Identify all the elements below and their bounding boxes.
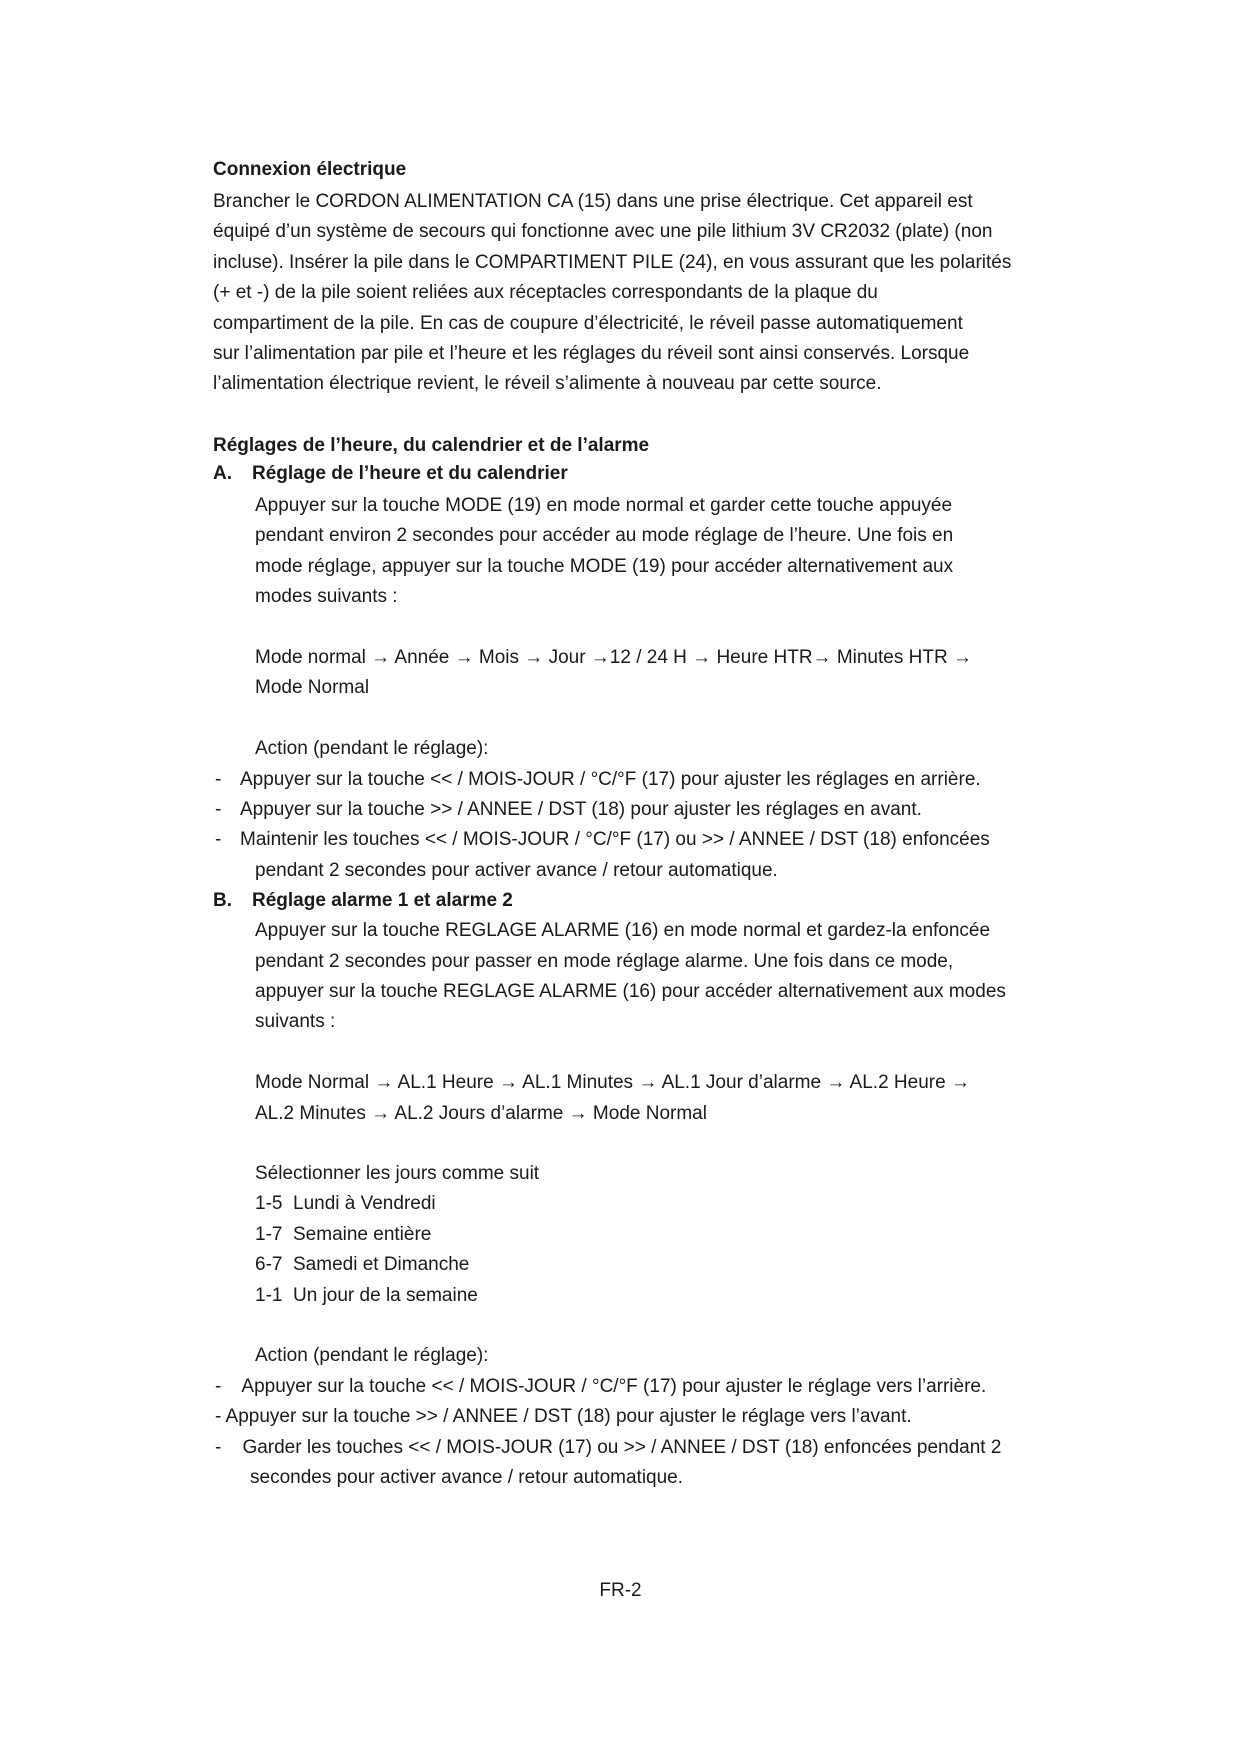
- bullet-item: Maintenir les touches << / MOIS-JOUR / °C/°F (17) ou >> / ANNEE / DST (18) enfoncées: [240, 829, 990, 850]
- paragraph-line: Appuyer sur la touche REGLAGE ALARME (16) en mode normal et gardez-la enfoncée: [255, 920, 991, 941]
- day-option: [255, 1253, 469, 1277]
- bullet-item: Appuyer sur la touche << / MOIS-JOUR / °C/°F (17) pour ajuster les réglages en arrière.: [240, 769, 981, 790]
- subsection-marker-b: B.: [213, 890, 232, 911]
- subsection-title-a: Réglage de l’heure et du calendrier: [252, 463, 568, 484]
- paragraph-line: mode réglage, appuyer sur la touche MODE (19) pour accéder alternativement aux: [255, 556, 954, 577]
- paragraph-line: suivants :: [255, 1011, 336, 1032]
- bullet-item: - Appuyer sur la touche << / MOIS-JOUR / °C/°F (17) pour ajuster le réglage vers l’arrière.: [215, 1376, 987, 1397]
- day-label: Lundi à Vendredi: [293, 1193, 436, 1214]
- subsection-title-b: Réglage alarme 1 et alarme 2: [252, 890, 513, 911]
- paragraph-line: équipé d’un système de secours qui fonctionne avec une pile lithium 3V CR2032 (plate) (non: [213, 221, 993, 242]
- action-title: Action (pendant le réglage):: [255, 1345, 489, 1366]
- paragraph-line: appuyer sur la touche REGLAGE ALARME (16) pour accéder alternativement aux modes: [255, 981, 1006, 1002]
- sequence-line: Mode Normal → AL.1 Heure → AL.1 Minutes → AL.1 Jour d’alarme → AL.2 Heure →: [255, 1072, 970, 1093]
- paragraph-line: Brancher le CORDON ALIMENTATION CA (15) dans une prise électrique. Cet appareil est: [213, 191, 973, 212]
- section-title-reglages: Réglages de l’heure, du calendrier et de l’alarme: [213, 435, 650, 456]
- day-label: Semaine entière: [293, 1224, 432, 1245]
- bullet-item: - Appuyer sur la touche >> / ANNEE / DST (18) pour ajuster le réglage vers l’avant.: [215, 1406, 912, 1427]
- paragraph-line: compartiment de la pile. En cas de coupure d’électricité, le réveil passe automatiquement: [213, 313, 963, 334]
- day-code: 1-5: [255, 1193, 283, 1214]
- day-code: 6-7: [255, 1254, 283, 1275]
- action-title: Action (pendant le réglage):: [255, 738, 489, 759]
- day-label: Samedi et Dimanche: [293, 1254, 470, 1275]
- paragraph-line: l’alimentation électrique revient, le réveil s’alimente à nouveau par cette source.: [213, 373, 882, 394]
- bullet-dash: -: [215, 769, 222, 790]
- bullet-dash: -: [215, 829, 222, 850]
- bullet-item: - Garder les touches << / MOIS-JOUR (17) ou >> / ANNEE / DST (18) enfoncées pendant 2: [215, 1437, 1002, 1458]
- section-title-connexion: Connexion électrique: [213, 159, 407, 180]
- day-label: Un jour de la semaine: [293, 1285, 478, 1306]
- bullet-item: Appuyer sur la touche >> / ANNEE / DST (18) pour ajuster les réglages en avant.: [240, 799, 922, 820]
- day-option: [255, 1284, 478, 1308]
- bullet-continuation: secondes pour activer avance / retour automatique.: [250, 1467, 684, 1488]
- paragraph-line: Appuyer sur la touche MODE (19) en mode normal et garder cette touche appuyée: [255, 495, 953, 516]
- paragraph-line: incluse). Insérer la pile dans le COMPARTIMENT PILE (24), en vous assurant que les polarités: [213, 252, 1012, 273]
- sequence-line: AL.2 Minutes → AL.2 Jours d’alarme → Mode Normal: [255, 1103, 707, 1124]
- sequence-line: Mode normal → Année → Mois → Jour →12 / 24 H → Heure HTR→ Minutes HTR →: [255, 647, 972, 668]
- bullet-dash: -: [215, 799, 222, 820]
- paragraph-line: pendant environ 2 secondes pour accéder au mode réglage de l’heure. Une fois en: [255, 525, 954, 546]
- day-code: 1-1: [255, 1285, 283, 1306]
- paragraph-line: pendant 2 secondes pour passer en mode réglage alarme. Une fois dans ce mode,: [255, 951, 954, 972]
- sequence-line: Mode Normal: [255, 677, 370, 698]
- subsection-marker-a: A.: [213, 463, 232, 484]
- paragraph-line: modes suivants :: [255, 586, 398, 607]
- bullet-continuation: pendant 2 secondes pour activer avance / retour automatique.: [255, 860, 778, 881]
- days-title: Sélectionner les jours comme suit: [255, 1163, 540, 1184]
- day-option: [255, 1192, 436, 1216]
- day-code: 1-7: [255, 1224, 283, 1245]
- paragraph-line: (+ et -) de la pile soient reliées aux réceptacles correspondants de la plaque du: [213, 282, 878, 303]
- day-option: [255, 1223, 431, 1247]
- page-number: FR-2: [599, 1580, 642, 1601]
- paragraph-line: sur l’alimentation par pile et l’heure et les réglages du réveil sont ainsi conservés. Lorsque: [213, 343, 970, 364]
